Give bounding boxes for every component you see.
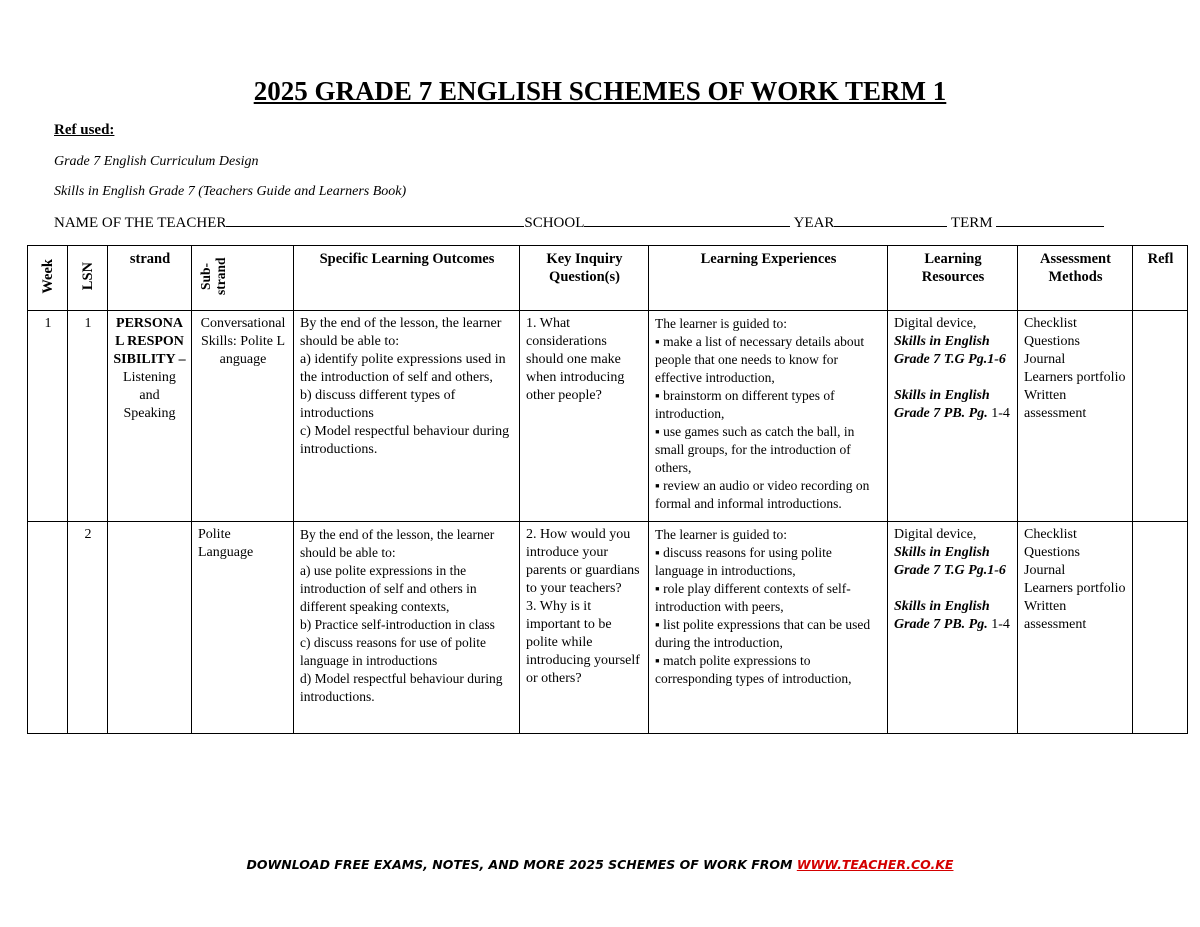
outcome-line: c) discuss reasons for use of polite language in introductions [300, 635, 486, 668]
row1-resources [888, 311, 1018, 522]
row1-strand-bold: PERSONAL RESPONSIBILITY – [113, 316, 186, 367]
resource-device: Digital device, [894, 316, 977, 331]
footer-download-note [0, 857, 1200, 872]
row1-strand [108, 311, 192, 522]
outcome-line: c) Model respectful behaviour during introductions. [300, 424, 510, 457]
assessment-item: Checklist [1024, 527, 1077, 542]
header-questions: Key Inquiry Question(s) [520, 246, 649, 311]
year-label: YEAR [793, 215, 835, 231]
resource-pb: Skills in English Grade 7 PB. Pg. 1-4 [894, 599, 1010, 632]
outcome-line: a) use polite expressions in the introduction of self and others in different speaking contexts, [300, 563, 477, 614]
header-reflection: Refl [1133, 246, 1188, 311]
table-row [28, 311, 1188, 522]
row2-strand [108, 522, 192, 734]
assessment-item: Learners portfolio [1024, 370, 1126, 385]
assessment-item: Journal [1024, 563, 1066, 578]
table-header-row [28, 246, 1188, 311]
row2-assessment [1018, 522, 1133, 734]
outcome-line: a) identify polite expressions used in the introduction of self and others, [300, 352, 506, 385]
header-assessment: Assessment Methods [1018, 246, 1133, 311]
assessment-item: Questions [1024, 334, 1080, 349]
outcome-line: b) Practice self-introduction in class [300, 617, 495, 632]
row2-experiences [649, 522, 888, 734]
resource-tg: Skills in English Grade 7 T.G Pg.1-6 [894, 545, 1006, 578]
assessment-item: Questions [1024, 545, 1080, 560]
row1-reflection[interactable] [1133, 311, 1188, 522]
header-strand: strand [108, 246, 192, 311]
ref-curriculum-design: Grade 7 English Curriculum Design [54, 154, 259, 169]
experience-line: ▪ role play different contexts of self-introduction with peers, [655, 581, 851, 614]
experience-line: The learner is guided to: [655, 316, 787, 331]
row2-week [28, 522, 68, 734]
term-label: TERM [950, 215, 993, 231]
row2-questions: 2. How would you introduce your parents or guardians to your teachers? 3. Why is it important to be polite while introducing yourself or others? [520, 522, 649, 734]
row1-strand-rest: Listening and Speaking [123, 370, 176, 421]
table-row [28, 522, 1188, 734]
footer-text: DOWNLOAD FREE EXAMS, NOTES, AND MORE 2025 SCHEMES OF WORK FROM [246, 857, 797, 872]
header-substrand: Sub-strand [192, 246, 294, 311]
experience-line: ▪ use games such as catch the ball, in small groups, for the introduction of others, [655, 424, 855, 475]
row1-experiences [649, 311, 888, 522]
outcome-line: b) discuss different types of introductions [300, 388, 456, 421]
resource-device: Digital device, [894, 527, 977, 542]
row1-lsn: 1 [68, 311, 108, 522]
teacher-info-line [54, 213, 1104, 232]
header-lsn: LSN [68, 246, 108, 311]
row2-outcomes [294, 522, 520, 734]
term-blank[interactable] [996, 213, 1104, 227]
row1-questions: 1. What considerations should one make when introducing other people? [520, 311, 649, 522]
assessment-item: Learners portfolio [1024, 581, 1126, 596]
resource-pb: Skills in English Grade 7 PB. Pg. 1-4 [894, 388, 1010, 421]
assessment-item: Checklist [1024, 316, 1077, 331]
resource-tg: Skills in English Grade 7 T.G Pg.1-6 [894, 334, 1006, 367]
year-blank[interactable] [834, 213, 947, 227]
footer-link[interactable]: WWW.TEACHER.CO.KE [796, 857, 954, 872]
ref-skills-book: Skills in English Grade 7 (Teachers Guide and Learners Book) [54, 184, 407, 199]
outcome-line: By the end of the lesson, the learner should be able to: [300, 316, 502, 349]
header-resources: Learning Resources [888, 246, 1018, 311]
assessment-item: Written assessment [1024, 599, 1087, 632]
teacher-blank[interactable] [226, 213, 524, 227]
school-label: SCHOOL [524, 215, 585, 231]
experience-line: ▪ review an audio or video recording on formal and informal introductions. [655, 478, 870, 511]
experience-line: ▪ match polite expressions to corresponding types of introduction, [655, 653, 852, 686]
experience-line: The learner is guided to: [655, 527, 787, 542]
page-title: 2025 GRADE 7 ENGLISH SCHEMES OF WORK TERM 1 [253, 76, 947, 106]
row2-substrand: Polite Language [192, 522, 294, 734]
experience-line: ▪ discuss reasons for using polite language in introductions, [655, 545, 832, 578]
experience-line: ▪ make a list of necessary details about people that one needs to know for effective introduction, [655, 334, 865, 385]
school-blank[interactable] [584, 213, 790, 227]
row1-outcomes [294, 311, 520, 522]
schemes-table [27, 245, 1188, 734]
experience-line: ▪ list polite expressions that can be used during the introduction, [655, 617, 871, 650]
teacher-label: NAME OF THE TEACHER [54, 215, 227, 231]
experience-line: ▪ brainstorm on different types of introduction, [655, 388, 835, 421]
outcome-line: By the end of the lesson, the learner should be able to: [300, 527, 495, 560]
outcome-line: d) Model respectful behaviour during introductions. [300, 671, 503, 704]
assessment-item: Journal [1024, 352, 1066, 367]
row2-lsn: 2 [68, 522, 108, 734]
header-experiences: Learning Experiences [649, 246, 888, 311]
row2-resources [888, 522, 1018, 734]
assessment-item: Written assessment [1024, 388, 1087, 421]
header-week: Week [28, 246, 68, 311]
row1-assessment [1018, 311, 1133, 522]
row1-substrand: Conversational Skills: Polite Language [192, 311, 294, 522]
row1-week: 1 [28, 311, 68, 522]
row2-reflection[interactable] [1133, 522, 1188, 734]
ref-label: Ref used: [54, 122, 115, 138]
header-outcomes: Specific Learning Outcomes [294, 246, 520, 311]
